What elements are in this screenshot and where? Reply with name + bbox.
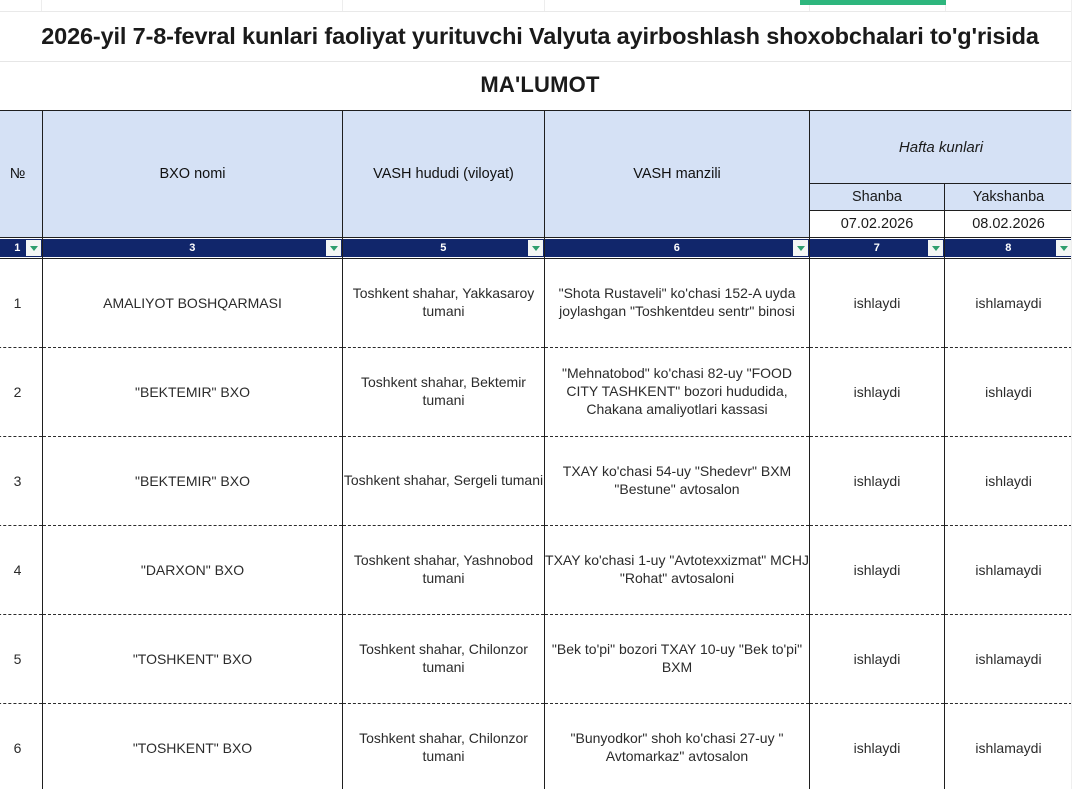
- filter-dropdown-region-button[interactable]: [528, 240, 543, 256]
- chevron-down-icon: [1060, 246, 1068, 251]
- chevron-down-icon: [30, 246, 38, 251]
- cell-region: Toshkent shahar, Yashnobod tumani: [343, 526, 545, 615]
- cell-no: 3: [0, 437, 43, 526]
- table-row: [0, 437, 1073, 526]
- cell-sunday: ishlaydi: [945, 437, 1073, 526]
- cell-region: Toshkent shahar, Sergeli tumani: [343, 437, 545, 526]
- column-header-saturday-date: 07.02.2026: [810, 211, 945, 238]
- filter-dropdown-saturday-button[interactable]: [928, 240, 943, 256]
- column-header-address: VASH manzili: [545, 111, 810, 238]
- cell-bxo-name: "TOSHKENT" BXO: [43, 615, 343, 704]
- cell-region: Toshkent shahar, Chilonzor tumani: [343, 615, 545, 704]
- column-header-no: №: [0, 111, 43, 238]
- table-header-row: [0, 111, 1073, 184]
- column-header-sunday: Yakshanba: [945, 184, 1073, 211]
- cell-sunday: ishlamaydi: [945, 615, 1073, 704]
- cell-address: "Shota Rustaveli" ko'chasi 152-A uyda joylashgan "Toshkentdeu sentr" binosi: [545, 259, 810, 348]
- green-accent-bar: [800, 0, 946, 5]
- cell-bxo-name: "BEKTEMIR" BXO: [43, 437, 343, 526]
- cell-sunday: ishlamaydi: [945, 259, 1073, 348]
- document-subtitle: MA'LUMOT: [0, 62, 1080, 108]
- column-header-saturday: Shanba: [810, 184, 945, 211]
- cell-no: 4: [0, 526, 43, 615]
- cell-saturday: ishlaydi: [810, 704, 945, 789]
- cell-no: 1: [0, 259, 43, 348]
- filter-index-region: 5: [440, 242, 447, 254]
- filter-dropdown-no-button[interactable]: [26, 240, 41, 256]
- column-header-bxo-name: BXO nomi: [43, 111, 343, 238]
- exchange-offices-table: [0, 110, 1073, 789]
- table-row: [0, 348, 1073, 437]
- filter-index-sunday: 8: [1005, 242, 1012, 254]
- cell-address: "Bek to'pi" bozori TXAY 10-uy "Bek to'pi" BXM: [545, 615, 810, 704]
- cell-address: TXAY ko'chasi 1-uy "Avtotexxizmat" MCHJ "Rohat" avtosaloni: [545, 526, 810, 615]
- spreadsheet-area: [0, 110, 1080, 789]
- chevron-down-icon: [330, 246, 338, 251]
- filter-index-no: 1: [14, 242, 21, 254]
- filter-cell-saturday[interactable]: [810, 238, 945, 259]
- right-scroll-gutter[interactable]: [1071, 0, 1080, 789]
- filter-dropdown-bxo-name-button[interactable]: [326, 240, 341, 256]
- column-header-week-days-group: Hafta kunlari: [810, 111, 1073, 184]
- cell-bxo-name: "TOSHKENT" BXO: [43, 704, 343, 789]
- cell-saturday: ishlaydi: [810, 259, 945, 348]
- filter-cell-address[interactable]: [545, 238, 810, 259]
- chevron-down-icon: [797, 246, 805, 251]
- filter-index-address: 6: [673, 242, 681, 254]
- cell-saturday: ishlaydi: [810, 437, 945, 526]
- cell-bxo-name: "DARXON" BXO: [43, 526, 343, 615]
- autofilter-row: [0, 238, 1073, 259]
- cell-region: Toshkent shahar, Chilonzor tumani: [343, 704, 545, 789]
- filter-dropdown-sunday-button[interactable]: [1056, 240, 1071, 256]
- filter-index-saturday: 7: [873, 242, 881, 254]
- cell-no: 2: [0, 348, 43, 437]
- column-header-sunday-date: 08.02.2026: [945, 211, 1073, 238]
- cell-sunday: ishlaydi: [945, 348, 1073, 437]
- cell-region: Toshkent shahar, Bektemir tumani: [343, 348, 545, 437]
- cell-address: "Bunyodkor" shoh ko'chasi 27-uy " Avtomarkaz" avtosalon: [545, 704, 810, 789]
- column-header-region: VASH hududi (viloyat): [343, 111, 545, 238]
- table-row: [0, 259, 1073, 348]
- cell-address: TXAY ko'chasi 54-uy "Shedevr" BXM "Bestune" avtosalon: [545, 437, 810, 526]
- cell-sunday: ishlamaydi: [945, 526, 1073, 615]
- filter-cell-bxo-name[interactable]: [43, 238, 343, 259]
- table-row: [0, 526, 1073, 615]
- top-strip: [0, 0, 1080, 12]
- filter-cell-sunday[interactable]: [945, 238, 1073, 259]
- cell-saturday: ishlaydi: [810, 526, 945, 615]
- table-row: [0, 704, 1073, 789]
- cell-bxo-name: "BEKTEMIR" BXO: [43, 348, 343, 437]
- document-title: 2026-yil 7-8-fevral kunlari faoliyat yurituvchi Valyuta ayirboshlash shoxobchalari to'g'risida: [0, 12, 1080, 62]
- cell-saturday: ishlaydi: [810, 348, 945, 437]
- chevron-down-icon: [532, 246, 540, 251]
- cell-region: Toshkent shahar, Yakkasaroy tumani: [343, 259, 545, 348]
- filter-cell-no[interactable]: [0, 238, 43, 259]
- filter-index-bxo-name: 3: [189, 242, 196, 254]
- filter-dropdown-address-button[interactable]: [793, 240, 808, 256]
- cell-bxo-name: AMALIYOT BOSHQARMASI: [43, 259, 343, 348]
- cell-address: "Mehnatobod" ko'chasi 82-uy "FOOD CITY TASHKENT" bozori hududida, Chakana amaliyotlari kassasi: [545, 348, 810, 437]
- table-row: [0, 615, 1073, 704]
- filter-cell-region[interactable]: [343, 238, 545, 259]
- cell-no: 5: [0, 615, 43, 704]
- cell-no: 6: [0, 704, 43, 789]
- chevron-down-icon: [932, 246, 940, 251]
- cell-saturday: ishlaydi: [810, 615, 945, 704]
- cell-sunday: ishlamaydi: [945, 704, 1073, 789]
